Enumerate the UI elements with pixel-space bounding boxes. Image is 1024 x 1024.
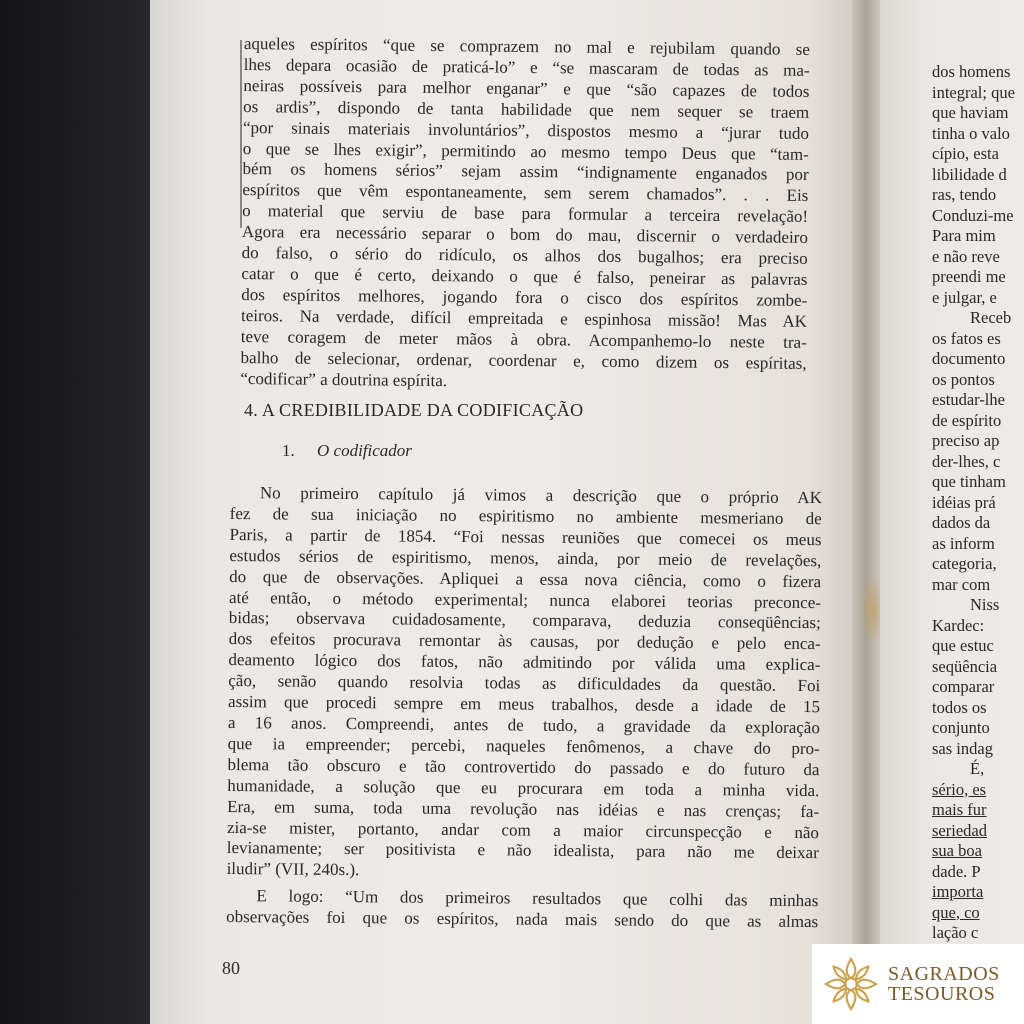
text-line: cípio, esta: [932, 144, 999, 163]
text-line: catar o que é certo, deixando o que é falso, peneirar as palavras: [241, 263, 808, 289]
text-line: a 16 anos. Compreendi, antes de tudo, a gravidade da exploração: [227, 712, 820, 738]
text-line: sério, es: [932, 779, 987, 799]
text-line: comparar: [932, 677, 995, 696]
text-line: sua boa: [932, 841, 982, 860]
text-line: as inform: [932, 533, 995, 553]
text-line: blema tão obscuro e tão controvertido do passado e do futuro da: [227, 754, 820, 779]
text-line: conjunto: [932, 718, 990, 737]
text-line: seriedad: [932, 820, 987, 840]
text-line: os ardis”, dispondo de tanta habilidade que nem sequer se traem: [243, 96, 810, 122]
text-line: que ia empreender; percebi, naqueles fenômenos, a chave do pro-: [227, 733, 820, 759]
text-line: idéias prá: [932, 492, 996, 512]
subsection-title: O codificador: [317, 441, 412, 460]
text-line: do falso, o sério do ridículo, os alhos dos bugalhos; era preciso: [241, 243, 808, 268]
text-line: No primeiro capítulo já vimos a descrição que o próprio AK: [259, 483, 822, 508]
text-line: libilidade d: [932, 164, 1007, 184]
text-line: mais fur: [932, 800, 987, 819]
top-paragraph: [240, 34, 810, 395]
page-number: 80: [222, 958, 240, 978]
text-line: preendi me: [932, 267, 1006, 286]
text-line: estudar-lhe: [932, 390, 1005, 409]
text-line: “codificar” a doutrina espírita.: [240, 368, 448, 390]
text-line: espíritos que vêm espontaneamente, sem serem chamados”. . . Eis: [242, 180, 809, 206]
text-line: dos efeitos procurava remontar às causas, por dedução e pelo enca-: [228, 629, 821, 654]
text-line: “por sinais materiais involuntários”, dispostos mesmo a “jurar tudo: [242, 117, 810, 143]
text-line: que haviam: [932, 103, 1009, 122]
text-line: e não reve: [932, 246, 1000, 266]
text-line: o material que serviu de base para formular a terceira revelação!: [242, 201, 809, 227]
text-line: mar com: [932, 574, 991, 594]
text-line: Paris, a partir de 1854. “Foi nessas reuniões que comecei os meus: [229, 524, 822, 549]
logo-line-1: SAGRADOS: [888, 963, 1000, 985]
text-line: bidas; observava cuidadosamente, comparava, deduzia conseqüências;: [228, 608, 821, 633]
text-line: Receb: [970, 308, 1012, 327]
right-page-text: [932, 62, 1015, 944]
text-line: neiras possíveis para melhor enganar” e que “são capazes de todos: [243, 75, 810, 101]
text-line: E logo: “Um dos primeiros resultados que colhi das minhas: [256, 886, 819, 911]
text-line: ção, senão quando resolvia todas as dificuldades da questão. Foi: [228, 671, 821, 696]
logo-line-2: TESOUROS: [888, 983, 996, 1005]
watermark-logo: [812, 944, 1024, 1024]
text-line: teiros. Na verdade, difícil empreitada e espinhosa missão! Mas AK: [240, 305, 808, 331]
text-line: ras, tendo: [932, 185, 997, 204]
logo-text: [888, 964, 1000, 1004]
text-line: de espírito: [932, 410, 1002, 430]
main-paragraph: [226, 483, 822, 933]
text-line: Era, em suma, toda uma revolução nas idéias e nas crenças; fa-: [227, 796, 820, 821]
text-line: observações foi que os espíritos, nada mais sendo do que as almas: [226, 907, 819, 932]
text-line: que tinham: [932, 472, 1006, 491]
text-line: importa: [932, 882, 984, 901]
text-line: categoria,: [932, 554, 997, 573]
text-line: até então, o método experimental; nunca elaborei teorias preconce-: [228, 587, 822, 612]
text-line: os pontos: [932, 369, 995, 389]
book-gutter: [852, 0, 882, 1024]
subsection-heading: [282, 441, 412, 461]
text-line: lação c: [932, 923, 979, 942]
text-line: sas indag: [932, 738, 993, 758]
text-line: todos os: [932, 697, 987, 717]
text-line: Para mim: [932, 226, 996, 245]
rosette-emblem-icon: [822, 955, 880, 1013]
text-line: dados da: [932, 513, 991, 532]
text-line: fez de sua iniciação no espiritismo no ambiente mesmeriano de: [229, 503, 822, 529]
text-line: que estuc: [932, 636, 994, 655]
text-line: aqueles espíritos “que se comprazem no mal e rejubilam quando se: [243, 34, 810, 59]
text-line: balho de selecionar, ordenar, coordenar e, como dizem os espíritas,: [240, 347, 807, 373]
text-line: levianamente; ser positivista e não idealista, para não me deixar: [226, 838, 819, 863]
text-line: tinha o valo: [932, 123, 1010, 143]
text-line: do que de observações. Apliquei a essa nova ciência, como o fizera: [229, 566, 822, 591]
subsection-number: 1.: [282, 441, 295, 460]
text-line: lhes depara ocasião de praticá-lo” e “se mascaram de todas as ma-: [243, 54, 810, 80]
text-line: humanidade, a solução que eu procurara em toda a minha vida.: [227, 775, 820, 800]
text-line: Niss: [970, 595, 1000, 614]
text-line: der-lhes, c: [932, 451, 1001, 471]
text-line: o que se lhes exigir”, permitindo ao mesmo tempo Deus que “tam-: [242, 138, 809, 164]
text-line: documento: [932, 349, 1006, 368]
text-line: iludir” (VII, 240s.).: [226, 859, 360, 880]
text-line: assim que procedi sempre em meus trabalhos, desde a idade de 15: [228, 692, 821, 717]
text-line: Conduzi-me: [932, 205, 1014, 225]
text-line: estudos sérios de espiritismo, menos, ainda, por meio de revelações,: [229, 545, 822, 570]
text-line: os fatos es: [932, 328, 1001, 348]
text-line: bém os homens sérios” sejam assim “indignamente enganados por: [242, 159, 809, 185]
text-line: É,: [970, 759, 985, 778]
text-line: e julgar, e: [932, 287, 997, 307]
text-line: teve coragem de meter mãos à obra. Acompanhemo-lo neste tra-: [240, 326, 807, 352]
text-line: dos espíritos melhores, jogando fora o cisco dos espíritos zombe-: [241, 284, 808, 310]
text-line: integral; que: [932, 82, 1015, 102]
text-line: dade. P: [932, 861, 981, 881]
text-line: Kardec:: [932, 615, 985, 635]
text-line: que, co: [932, 902, 980, 922]
text-line: zia-se mister, portanto, andar com a maior circunspecção e não: [226, 817, 820, 842]
text-line: deamento lógico dos fatos, não admitindo por válida uma explica-: [228, 650, 821, 675]
section-heading: 4. A CREDIBILIDADE DA CODIFICAÇÃO: [244, 400, 584, 420]
text-line: dos homens: [932, 62, 1011, 81]
text-line: seqüência: [932, 656, 998, 676]
text-line: preciso ap: [932, 431, 1000, 450]
dark-background: [0, 0, 170, 1024]
text-line: Agora era necessário separar o bom do mau, discernir o verdadeiro: [241, 222, 808, 248]
